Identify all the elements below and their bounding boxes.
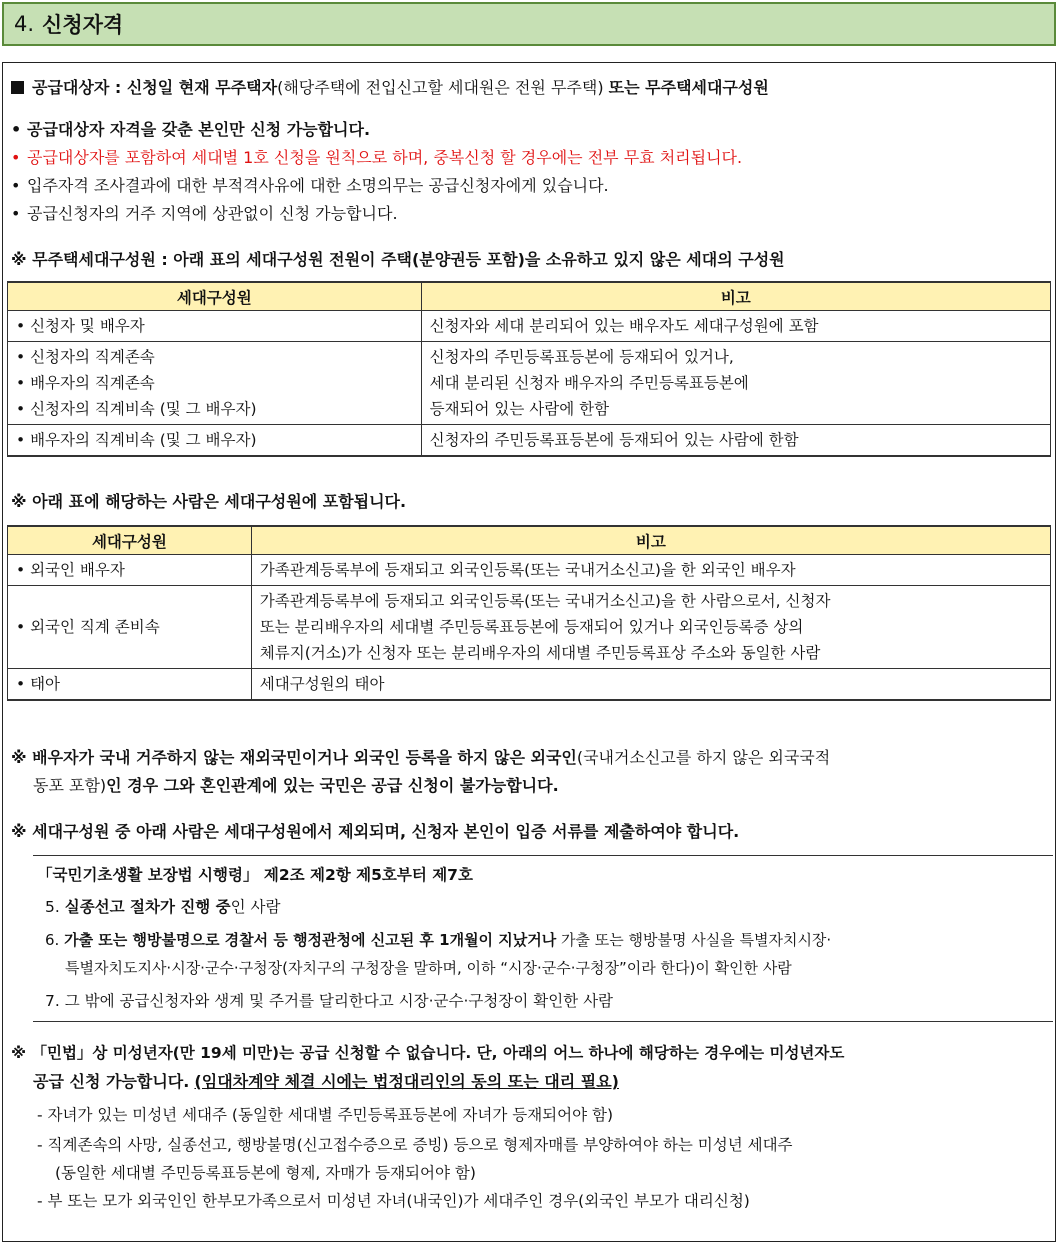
- list-item: - 직계존속의 사망, 실종선고, 행방불명(신고접수증으로 증빙) 등으로 형제자매를 부양하여야 하는 미성년 세대주: [37, 1136, 793, 1154]
- law-item-5: 5. 실종선고 절차가 진행 중인 사람: [45, 898, 281, 916]
- table-row: • 외국인 배우자 가족관계등록부에 등재되고 외국인등록(또는 국내거소신고)을 한 외국인 배우자: [8, 555, 1051, 586]
- section-number: 4.: [14, 12, 35, 36]
- law-item-6: 6. 가출 또는 행방불명으로 경찰서 등 행정관청에 신고된 후 1개월이 지났거나 가출 또는 행방불명 사실을 특별자치시장·: [45, 931, 832, 949]
- law-item-7: 7. 그 밖에 공급신청자와 생계 및 주거를 달리한다고 시장·군수·구청장이 확인한 사람: [45, 992, 614, 1010]
- law-item-6-cont: 특별자치도지사·시장·군수·구청장(자치구의 구청장을 말하며, 이하 “시장·군수·구청장”이라 한다)이 확인한 사람: [65, 959, 792, 977]
- list-item: - 부 또는 모가 외국인인 한부모가족으로서 미성년 자녀(내국인)가 세대주인 경우(외국인 부모가 대리신청): [37, 1192, 750, 1210]
- list-item: - 자녀가 있는 미성년 세대주 (동일한 세대별 주민등록표등본에 자녀가 등재되어야 함): [37, 1106, 614, 1124]
- table-row: • 외국인 직계 존비속 가족관계등록부에 등재되고 외국인등록(또는 국내거소신고)을 한 사람으로서, 신청자 또는 분리배우자의 세대별 주민등록표등본에 등재되어 있거나 외국인등록증 상의 체류지(거소)가 신청자 또는 분리배우자의 세대별 주민등록표상 주소와 동일한 사람: [8, 586, 1051, 669]
- divider: [33, 1021, 1053, 1022]
- bullet-line-warning: • 공급대상자를 포함하여 세대별 1호 신청을 원칙으로 하며, 중복신청 할 경우에는 전부 무효 처리됩니다.: [11, 148, 743, 167]
- list-item-cont: (동일한 세대별 주민등록표등본에 형제, 자매가 등재되어야 함): [55, 1164, 476, 1182]
- bullet-line: • 공급신청자의 거주 지역에 상관없이 신청 가능합니다.: [11, 204, 398, 223]
- divider: [33, 855, 1053, 856]
- table-header: 비고: [251, 526, 1050, 555]
- bullet-line: • 입주자격 조사결과에 대한 부적격사유에 대한 소명의무는 공급신청자에게 있습니다.: [11, 176, 609, 195]
- section-title: 신청자격: [42, 13, 124, 37]
- note-included-members: ※ 아래 표에 해당하는 사람은 세대구성원에 포함됩니다.: [11, 492, 407, 511]
- section-header: [2, 2, 1056, 46]
- note-minors-cont: 공급 신청 가능합니다. (임대차계약 체결 시에는 법정대리인의 동의 또는 대리 필요): [33, 1072, 619, 1091]
- table-header: 비고: [421, 282, 1050, 311]
- note-household-definition: ※ 무주택세대구성원 : 아래 표의 세대구성원 전원이 주택(분양권등 포함)을 소유하고 있지 않은 세대의 구성원: [11, 250, 785, 269]
- table-row: • 배우자의 직계비속 (및 그 배우자) 신청자의 주민등록표등본에 등재되어 있는 사람에 한함: [8, 425, 1051, 457]
- household-members-table: [7, 281, 1051, 457]
- table-row: • 신청자의 직계존속 • 배우자의 직계존속 • 신청자의 직계비속 (및 그 배우자) 신청자의 주민등록표등본에 등재되어 있거나, 세대 분리된 신청자 배우자의 주민등록표등본에 등재되어 있는 사람에 한함: [8, 342, 1051, 425]
- note-spouse-abroad-cont: 동포 포함)인 경우 그와 혼인관계에 있는 국민은 공급 신청이 불가능합니다.: [33, 776, 559, 795]
- note-spouse-abroad: ※ 배우자가 국내 거주하지 않는 재외국민이거나 외국인 등록을 하지 않은 외국인(국내거소신고를 하지 않은 외국국적: [11, 748, 831, 767]
- table-header: 세대구성원: [8, 282, 422, 311]
- supply-target-line: 공급대상자 : 신청일 현재 무주택자(해당주택에 전입신고할 세대원은 전원 무주택) 또는 무주택세대구성원: [11, 75, 769, 98]
- included-members-table: [7, 525, 1051, 701]
- table-row: • 태아 세대구성원의 태아: [8, 669, 1051, 701]
- bullet-line: • 공급대상자 자격을 갖춘 본인만 신청 가능합니다.: [11, 120, 371, 139]
- law-title: 「국민기초생활 보장법 시행령」 제2조 제2항 제5호부터 제7호: [37, 866, 473, 884]
- table-row: • 신청자 및 배우자 신청자와 세대 분리되어 있는 배우자도 세대구성원에 포함: [8, 311, 1051, 342]
- content-box: [2, 62, 1056, 1242]
- table-header: 세대구성원: [8, 526, 252, 555]
- note-excluded-members: ※ 세대구성원 중 아래 사람은 세대구성원에서 제외되며, 신청자 본인이 입증 서류를 제출하여야 합니다.: [11, 822, 740, 841]
- square-bullet-icon: [11, 81, 24, 94]
- note-minors: ※ 「민법」상 미성년자(만 19세 미만)는 공급 신청할 수 없습니다. 단, 아래의 어느 하나에 해당하는 경우에는 미성년자도: [11, 1044, 845, 1062]
